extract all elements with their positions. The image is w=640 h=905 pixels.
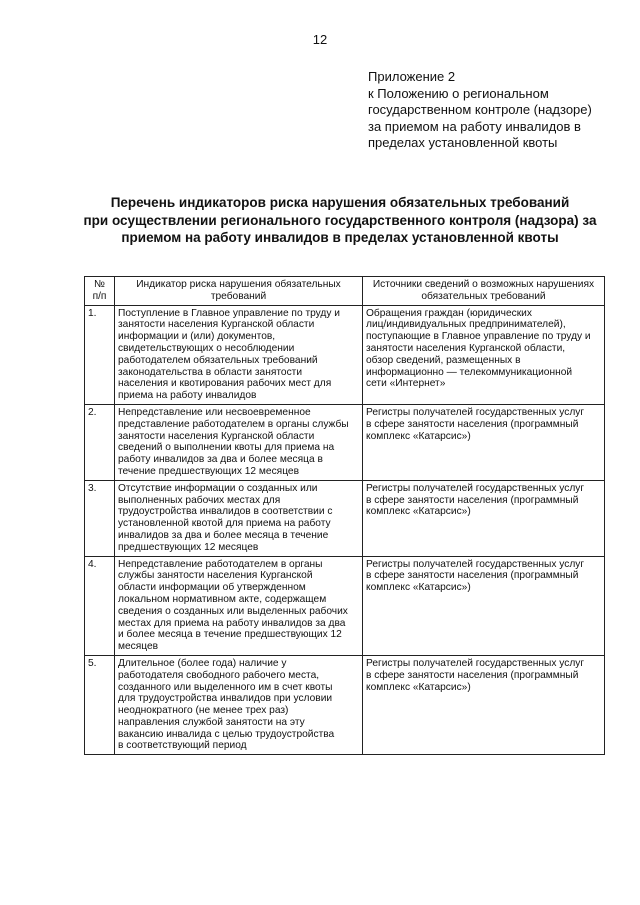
appendix-line: за приемом на работу инвалидов в xyxy=(368,118,581,134)
row-number: 1. xyxy=(85,305,115,404)
header-indicator: Индикатор риска нарушения обязательных требований xyxy=(115,277,363,306)
row-indicator: Непредставление или несвоевременное представление работодателем в органы службы занятости населения Курганской области сведений о выполнении квоты для приема на работу инвалидов за два и более месяца в течение предшествующих 12 месяцев xyxy=(115,404,363,480)
row-sources: Регистры получателей государственных услуг в сфере занятости населения (программный комплекс «Катарсис») xyxy=(363,404,605,480)
row-number: 3. xyxy=(85,480,115,556)
header-number: № п/п xyxy=(85,277,115,306)
risk-indicators-table xyxy=(84,276,605,755)
table-row xyxy=(85,655,605,754)
row-indicator: Поступление в Главное управление по труду и занятости населения Курганской области информации и (или) документов, свидетельствующих о несоблюдении работодателем обязательных требований законодательства в области занятости населения и квотирования рабочих мест для приема на работу инвалидов xyxy=(115,305,363,404)
row-indicator: Длительное (более года) наличие у работодателя свободного рабочего места, созданного или выделенного им в счет квоты для трудоустройства инвалидов при условии неоднократного (не менее трех раз) направления службой занятости на эту вакансию инвалида с целью трудоустройства в соответствующий период xyxy=(115,655,363,754)
row-number: 4. xyxy=(85,556,115,655)
row-number: 2. xyxy=(85,404,115,480)
row-sources: Регистры получателей государственных услуг в сфере занятости населения (программный комплекс «Катарсис») xyxy=(363,480,605,556)
title-line: при осуществлении регионального государственного контроля (надзора) за xyxy=(83,212,597,228)
row-sources: Регистры получателей государственных услуг в сфере занятости населения (программный комплекс «Катарсис») xyxy=(363,556,605,655)
appendix-block xyxy=(368,69,630,152)
table-row xyxy=(85,305,605,404)
row-indicator: Непредставление работодателем в органы службы занятости населения Курганской области информации об утвержденном локальном нормативном акте, содержащем сведения о созданных или выделенных рабочих местах для приема на работу инвалидов за два и более месяца в течение предшествующих 12 месяцев xyxy=(115,556,363,655)
table-header-row xyxy=(85,277,605,306)
table-row xyxy=(85,404,605,480)
document-title xyxy=(70,194,610,247)
row-sources: Обращения граждан (юридических лиц/индивидуальных предпринимателей), поступающие в Главное управление по труду и занятости населения Курганской области, обзор сведений, размещенных в информационно — телекоммуникационной сети «Интернет» xyxy=(363,305,605,404)
header-sources: Источники сведений о возможных нарушениях обязательных требований xyxy=(363,277,605,306)
appendix-line: Приложение 2 xyxy=(368,69,456,84)
appendix-line: пределах установленной квоты xyxy=(368,135,558,150)
table-row xyxy=(85,556,605,655)
row-sources: Регистры получателей государственных услуг в сфере занятости населения (программный комплекс «Катарсис») xyxy=(363,655,605,754)
appendix-line: государственном контроле (надзоре) xyxy=(368,102,592,117)
appendix-line: к Положению о региональном xyxy=(368,85,549,101)
table-row xyxy=(85,480,605,556)
row-number: 5. xyxy=(85,655,115,754)
title-line: приемом на работу инвалидов в пределах установленной квоты xyxy=(121,230,559,245)
page-number: 12 xyxy=(312,32,328,47)
row-indicator: Отсутствие информации о созданных или выполненных рабочих местах для трудоустройства инвалидов в соответствии с установленной квотой для приема на работу инвалидов за два и более месяца в течение предшествующих 12 месяцев xyxy=(115,480,363,556)
title-line: Перечень индикаторов риска нарушения обязательных требований xyxy=(110,195,570,210)
